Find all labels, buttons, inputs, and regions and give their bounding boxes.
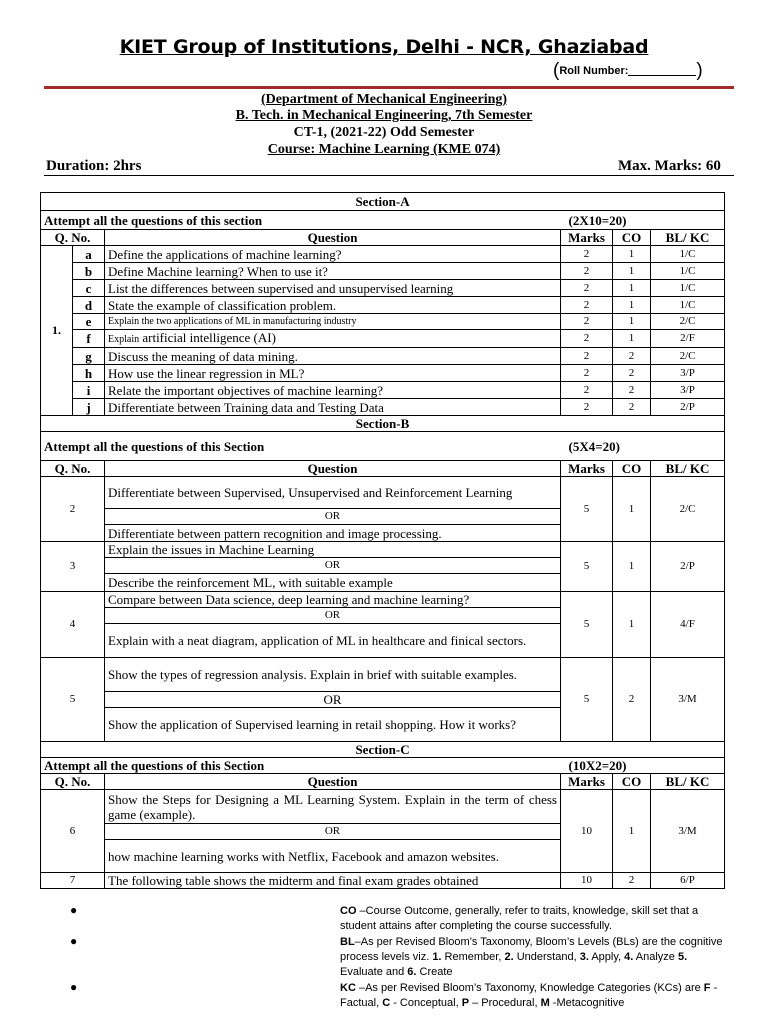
question-text bbox=[105, 330, 561, 348]
program: B. Tech. in Mechanical Engineering, 7th Semester bbox=[235, 108, 533, 123]
level-name: Create bbox=[416, 966, 453, 978]
exam-title: CT-1, (2021-22) Odd Semester bbox=[293, 125, 475, 140]
col-question: Question bbox=[105, 774, 561, 790]
col-blkc: BL/ KC bbox=[651, 774, 725, 790]
kc-code: C bbox=[382, 997, 391, 1009]
bl-cell: 2/C bbox=[651, 477, 725, 542]
note-bl bbox=[70, 935, 732, 980]
co-cell: 1 bbox=[613, 280, 651, 297]
q1-number: 1. bbox=[41, 246, 73, 416]
level-name: Apply, bbox=[588, 951, 625, 963]
marks-cell: 10 bbox=[561, 873, 613, 889]
sub-label: e bbox=[73, 314, 105, 330]
level-num: 1. bbox=[432, 951, 442, 963]
question-text: The following table shows the midterm and final exam grades obtained bbox=[105, 873, 561, 889]
question-text: Define the applications of machine learning? bbox=[105, 246, 561, 263]
marks-cell: 5 bbox=[561, 477, 613, 542]
level-num: 2. bbox=[504, 951, 514, 963]
table-row bbox=[41, 382, 725, 399]
table-row bbox=[41, 314, 725, 330]
section-b-title: Section-B bbox=[41, 416, 725, 432]
table-row bbox=[41, 592, 725, 608]
col-marks: Marks bbox=[561, 774, 613, 790]
question-text: Discuss the meaning of data mining. bbox=[105, 348, 561, 365]
bl-cell: 2/P bbox=[651, 542, 725, 592]
section-c-instruction: Attempt all the questions of this Section bbox=[44, 758, 265, 773]
or-divider: OR bbox=[105, 608, 561, 624]
bullet-icon: ● bbox=[70, 903, 78, 917]
level-name: Remember, bbox=[441, 951, 505, 963]
kc-name: - Conceptual, bbox=[390, 997, 462, 1009]
section-a-column-headers bbox=[41, 230, 725, 246]
question-text-main: artificial intelligence (AI) bbox=[142, 330, 276, 345]
marks-cell: 2 bbox=[561, 330, 613, 348]
col-marks: Marks bbox=[561, 230, 613, 246]
sub-label: d bbox=[73, 297, 105, 314]
col-qno: Q. No. bbox=[41, 230, 105, 246]
section-a-title: Section-A bbox=[41, 193, 725, 211]
note-kc-label: KC bbox=[340, 982, 356, 994]
question-text: How use the linear regression in ML? bbox=[105, 365, 561, 382]
question-text: how machine learning works with Netflix, Facebook and amazon websites. bbox=[105, 840, 561, 873]
level-num: 3. bbox=[579, 951, 589, 963]
section-a-marks-scheme: (2X10=20) bbox=[568, 212, 627, 228]
sub-label: j bbox=[73, 399, 105, 416]
co-cell: 1 bbox=[613, 330, 651, 348]
marks-cell: 2 bbox=[561, 382, 613, 399]
co-cell: 1 bbox=[613, 542, 651, 592]
kc-code: P bbox=[461, 997, 470, 1009]
level-name: Analyze bbox=[633, 951, 678, 963]
bl-cell: 2/P bbox=[651, 399, 725, 416]
question-text: Differentiate between pattern recognition and image processing. bbox=[105, 525, 561, 542]
roll-number-blank bbox=[628, 67, 696, 76]
marks-cell: 5 bbox=[561, 542, 613, 592]
question-text-prefix: Explain bbox=[108, 334, 140, 345]
header-rule bbox=[44, 175, 734, 176]
sub-label: b bbox=[73, 263, 105, 280]
marks-cell: 5 bbox=[561, 658, 613, 742]
table-row bbox=[41, 658, 725, 692]
question-text: State the example of classification problem. bbox=[105, 297, 561, 314]
table-row bbox=[41, 246, 725, 263]
col-blkc: BL/ KC bbox=[651, 230, 725, 246]
col-co: CO bbox=[613, 461, 651, 477]
marks-cell: 2 bbox=[561, 348, 613, 365]
footnotes bbox=[70, 904, 732, 1012]
table-row bbox=[41, 873, 725, 889]
marks-cell: 2 bbox=[561, 297, 613, 314]
table-row bbox=[41, 297, 725, 314]
roll-number-label: Roll Number: bbox=[559, 65, 629, 77]
col-co: CO bbox=[613, 774, 651, 790]
col-blkc: BL/ KC bbox=[651, 461, 725, 477]
note-kc-text: –As per Revised Bloom’s Taxonomy, Knowledge Categories (KCs) are bbox=[355, 982, 704, 994]
roll-number-field: (Roll Number: ) bbox=[553, 60, 703, 81]
table-row bbox=[41, 330, 725, 348]
co-cell: 2 bbox=[613, 399, 651, 416]
sub-label: a bbox=[73, 246, 105, 263]
co-cell: 1 bbox=[613, 263, 651, 280]
question-text: Differentiate between Training data and Testing Data bbox=[105, 399, 561, 416]
bl-cell: 2/F bbox=[651, 330, 725, 348]
question-text: Show the types of regression analysis. Explain in brief with suitable examples. bbox=[105, 658, 561, 692]
section-b-instruction: Attempt all the questions of this Section bbox=[44, 438, 265, 454]
note-co-text: –Course Outcome, generally, refer to traits, knowledge, skill set that a student attains after completing the course successfully. bbox=[340, 905, 699, 932]
marks-cell: 2 bbox=[561, 314, 613, 330]
kc-name: - Factual, bbox=[340, 982, 718, 1009]
institution-title: KIET Group of Institutions, Delhi - NCR, Ghaziabad bbox=[119, 36, 649, 58]
question-text: Compare between Data science, deep learning and machine learning? bbox=[105, 592, 561, 608]
table-row bbox=[41, 399, 725, 416]
table-row bbox=[41, 477, 725, 509]
note-bl-label: BL bbox=[340, 936, 355, 948]
section-c-instruction-row bbox=[41, 758, 725, 774]
sub-label: f bbox=[73, 330, 105, 348]
col-question: Question bbox=[105, 230, 561, 246]
co-cell: 2 bbox=[613, 658, 651, 742]
sub-label: c bbox=[73, 280, 105, 297]
marks-cell: 2 bbox=[561, 246, 613, 263]
bl-cell: 1/C bbox=[651, 297, 725, 314]
co-cell: 1 bbox=[613, 297, 651, 314]
marks-cell: 2 bbox=[561, 263, 613, 280]
question-text: Explain with a neat diagram, application of ML in healthcare and finical sectors. bbox=[105, 624, 561, 658]
co-cell: 2 bbox=[613, 873, 651, 889]
max-marks: Max. Marks: 60 bbox=[618, 158, 721, 174]
kc-code: F bbox=[703, 982, 711, 994]
kc-name: – Procedural, bbox=[469, 997, 541, 1009]
level-num: 6. bbox=[407, 966, 417, 978]
or-divider: OR bbox=[105, 692, 561, 708]
question-number: 3 bbox=[41, 542, 105, 592]
section-a-instruction: Attempt all the questions of this section bbox=[44, 212, 263, 228]
co-cell: 1 bbox=[613, 314, 651, 330]
question-text: Show the Steps for Designing a ML Learning System. Explain in the term of chess game (example). bbox=[105, 790, 561, 824]
bl-cell: 3/P bbox=[651, 382, 725, 399]
note-kc bbox=[70, 981, 732, 1011]
level-name: Understand, bbox=[513, 951, 580, 963]
bl-cell: 3/M bbox=[651, 658, 725, 742]
level-num: 5. bbox=[677, 951, 688, 963]
table-row bbox=[41, 790, 725, 824]
question-number: 5 bbox=[41, 658, 105, 742]
marks-cell: 2 bbox=[561, 399, 613, 416]
co-cell: 1 bbox=[613, 790, 651, 873]
bl-cell: 1/C bbox=[651, 263, 725, 280]
col-question: Question bbox=[105, 461, 561, 477]
question-text: Define Machine learning? When to use it? bbox=[105, 263, 561, 280]
level-num: 4. bbox=[624, 951, 634, 963]
marks-cell: 10 bbox=[561, 790, 613, 873]
header-divider bbox=[44, 86, 734, 89]
sub-label: i bbox=[73, 382, 105, 399]
question-text: List the differences between supervised and unsupervised learning bbox=[105, 280, 561, 297]
section-b-instruction-row bbox=[41, 432, 725, 461]
bl-cell: 1/C bbox=[651, 280, 725, 297]
table-row bbox=[41, 348, 725, 365]
question-text: Differentiate between Supervised, Unsupervised and Reinforcement Learning bbox=[105, 477, 561, 509]
bl-cell: 4/F bbox=[651, 592, 725, 658]
question-text: Show the application of Supervised learning in retail shopping. How it works? bbox=[105, 708, 561, 742]
question-number: 6 bbox=[41, 790, 105, 873]
sub-label: h bbox=[73, 365, 105, 382]
course-title: Course: Machine Learning (KME 074) bbox=[267, 142, 501, 157]
bl-cell: 2/C bbox=[651, 314, 725, 330]
col-co: CO bbox=[613, 230, 651, 246]
section-b-marks-scheme: (5X4=20) bbox=[568, 438, 620, 454]
question-text: Explain the issues in Machine Learning bbox=[105, 542, 561, 558]
duration: Duration: 2hrs bbox=[46, 158, 142, 174]
section-c-title: Section-C bbox=[41, 742, 725, 758]
question-text: Explain the two applications of ML in manufacturing industry bbox=[105, 314, 561, 330]
question-number: 2 bbox=[41, 477, 105, 542]
question-number: 7 bbox=[41, 873, 105, 889]
col-qno: Q. No. bbox=[41, 774, 105, 790]
col-qno: Q. No. bbox=[41, 461, 105, 477]
note-co-label: CO bbox=[340, 905, 357, 917]
bl-cell: 3/M bbox=[651, 790, 725, 873]
note-bl-text: –As per Revised Bloom’s Taxonomy, Bloom’s Levels (BLs) are the cognitive process levels viz. bbox=[340, 936, 723, 963]
bullet-icon: ● bbox=[70, 980, 78, 994]
bl-cell: 6/P bbox=[651, 873, 725, 889]
bl-cell: 1/C bbox=[651, 246, 725, 263]
table-row bbox=[41, 542, 725, 558]
co-cell: 1 bbox=[613, 477, 651, 542]
section-a-instruction-row bbox=[41, 211, 725, 230]
marks-cell: 2 bbox=[561, 280, 613, 297]
note-co bbox=[70, 904, 732, 934]
question-text: Describe the reinforcement ML, with suitable example bbox=[105, 574, 561, 592]
or-divider: OR bbox=[105, 824, 561, 840]
department: (Department of Mechanical Engineering) bbox=[260, 92, 508, 107]
question-text: Relate the important objectives of machine learning? bbox=[105, 382, 561, 399]
marks-cell: 5 bbox=[561, 592, 613, 658]
question-table bbox=[40, 192, 725, 889]
sub-label: g bbox=[73, 348, 105, 365]
col-marks: Marks bbox=[561, 461, 613, 477]
table-row bbox=[41, 263, 725, 280]
or-divider: OR bbox=[105, 558, 561, 574]
co-cell: 1 bbox=[613, 592, 651, 658]
or-divider: OR bbox=[105, 509, 561, 525]
co-cell: 2 bbox=[613, 382, 651, 399]
kc-name: -Metacognitive bbox=[549, 997, 625, 1009]
level-name: Evaluate and bbox=[340, 966, 408, 978]
co-cell: 2 bbox=[613, 348, 651, 365]
table-row bbox=[41, 280, 725, 297]
section-c-column-headers bbox=[41, 774, 725, 790]
kc-code: M bbox=[540, 997, 550, 1009]
co-cell: 2 bbox=[613, 365, 651, 382]
marks-cell: 2 bbox=[561, 365, 613, 382]
bl-cell: 3/P bbox=[651, 365, 725, 382]
section-c-marks-scheme: (10X2=20) bbox=[568, 758, 627, 773]
bullet-icon: ● bbox=[70, 934, 78, 948]
question-number: 4 bbox=[41, 592, 105, 658]
table-row bbox=[41, 365, 725, 382]
section-b-column-headers bbox=[41, 461, 725, 477]
co-cell: 1 bbox=[613, 246, 651, 263]
bl-cell: 2/C bbox=[651, 348, 725, 365]
